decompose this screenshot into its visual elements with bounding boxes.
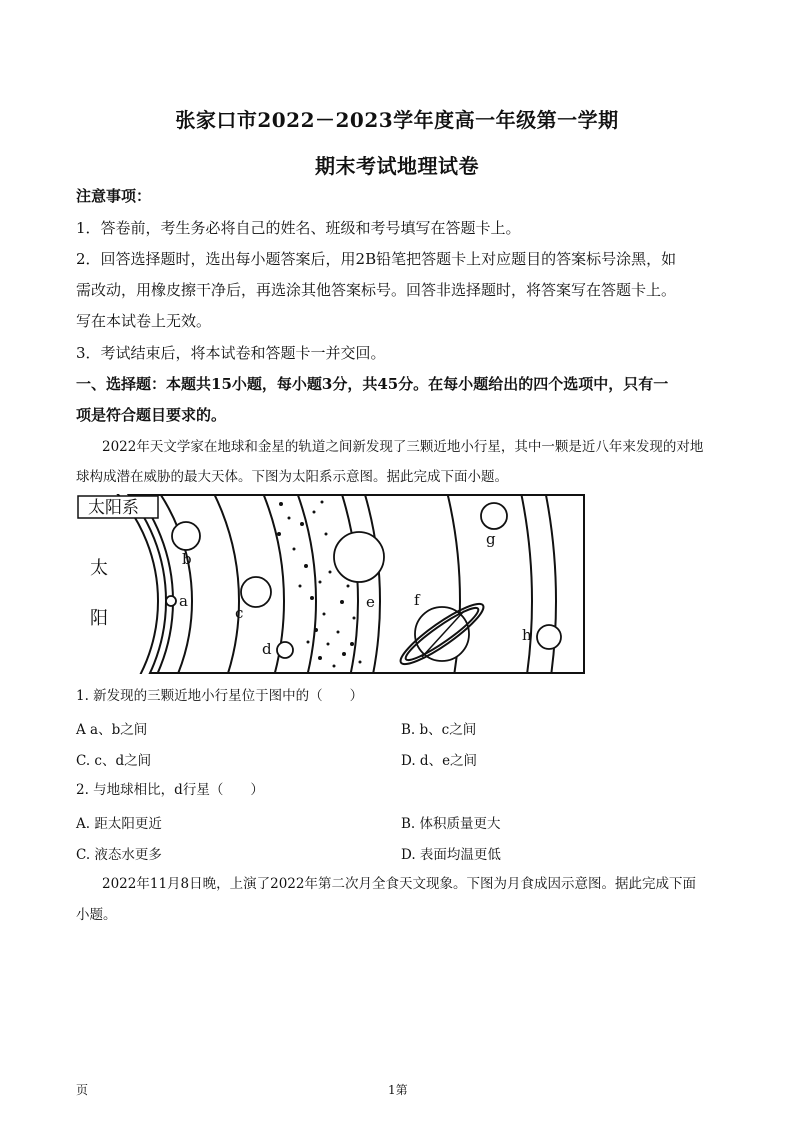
q1-option-d[interactable]: D. d、e之间 bbox=[401, 753, 478, 769]
planet-e bbox=[334, 532, 384, 582]
q2-option-b[interactable]: B. 体积质量更大 bbox=[401, 816, 501, 832]
planet-label-e: e bbox=[366, 593, 375, 611]
planet-label-c: c bbox=[235, 604, 244, 622]
footer-left: 页 bbox=[76, 1083, 89, 1097]
q2-option-a[interactable]: A. 距太阳更近 bbox=[76, 816, 162, 832]
planet-label-h: h bbox=[522, 626, 532, 644]
planet-label-b: b bbox=[182, 550, 192, 568]
passage2-line-b: 小题。 bbox=[76, 907, 117, 923]
q1-option-a[interactable]: A a、b之间 bbox=[76, 722, 148, 738]
planet-label-a: a bbox=[179, 592, 188, 610]
question-2-stem: 2. 与地球相比，d行星（ ） bbox=[76, 782, 264, 798]
sun-label-2: 阳 bbox=[90, 608, 108, 629]
section1-heading-a: 一、选择题：本题共15小题，每小题3分，共45分。在每小题给出的四个选项中，只有一 bbox=[76, 375, 669, 393]
passage1-line-b: 球构成潜在威胁的最大天体。下图为太阳系示意图。据此完成下面小题。 bbox=[76, 469, 508, 485]
exam-title-line1: 张家口市2022－2023学年度高一年级第一学期 bbox=[175, 108, 619, 132]
planet-d bbox=[277, 642, 293, 658]
notice-item-1: 1．答卷前，考生务必将自己的姓名、班级和考号填写在答题卡上。 bbox=[76, 219, 521, 237]
notice-heading: 注意事项： bbox=[76, 187, 152, 205]
planet-b bbox=[172, 522, 200, 550]
planet-label-d: d bbox=[262, 640, 272, 658]
notice-item-2a: 2．回答选择题时，选出每小题答案后，用2B铅笔把答题卡上对应题目的答案标号涂黑，如 bbox=[76, 250, 677, 268]
notice-item-2c: 写在本试卷上无效。 bbox=[76, 312, 212, 330]
planet-a bbox=[166, 596, 176, 606]
section1-heading-b: 项是符合题目要求的。 bbox=[76, 406, 227, 424]
planet-c bbox=[241, 577, 271, 607]
notice-item-3: 3．考试结束后，将本试卷和答题卡一并交回。 bbox=[76, 344, 386, 362]
sun-label-1: 太 bbox=[90, 558, 108, 579]
footer-page-number: 1第 bbox=[388, 1083, 408, 1097]
planet-label-g: g bbox=[486, 530, 496, 548]
notice-item-2b: 需改动，用橡皮擦干净后，再选涂其他答案标号。回答非选择题时，将答案写在答题卡上。 bbox=[76, 281, 677, 299]
figure-label: 太阳系 bbox=[88, 498, 139, 518]
passage1-line-a: 2022年天文学家在地球和金星的轨道之间新发现了三颗近地小行星，其中一颗是近八年来发现的对地 bbox=[102, 439, 704, 455]
question-1-stem: 1. 新发现的三颗近地小行星位于图中的（ ） bbox=[76, 688, 364, 704]
q2-option-d[interactable]: D. 表面均温更低 bbox=[401, 847, 501, 863]
planet-h bbox=[537, 625, 561, 649]
q1-option-c[interactable]: C. c、d之间 bbox=[76, 753, 152, 769]
exam-title-line2: 期末考试地理试卷 bbox=[315, 154, 479, 178]
passage2-line-a: 2022年11月8日晚，上演了2022年第二次月全食天文现象。下图为月食成因示意图。据此完成下面 bbox=[102, 876, 696, 892]
planet-label-f: f bbox=[414, 591, 420, 609]
solar-system-figure bbox=[76, 494, 586, 676]
q2-option-c[interactable]: C. 液态水更多 bbox=[76, 847, 162, 863]
q1-option-b[interactable]: B. b、c之间 bbox=[401, 722, 477, 738]
planet-g bbox=[481, 503, 507, 529]
